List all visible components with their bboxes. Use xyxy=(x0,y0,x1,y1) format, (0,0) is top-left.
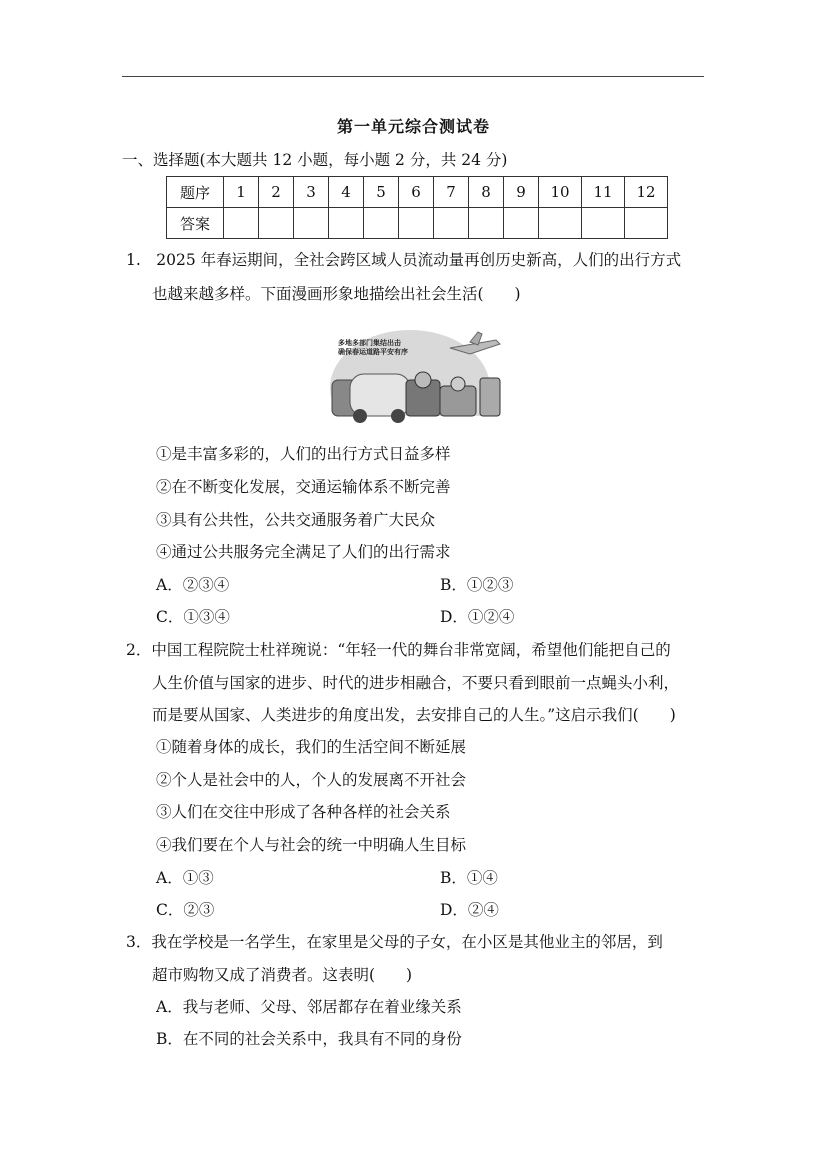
table-header-cell: 题序 xyxy=(167,177,224,208)
answer-cell[interactable] xyxy=(469,208,504,239)
table-cell: 2 xyxy=(259,177,294,208)
option-b[interactable]: B．①②③ xyxy=(440,576,514,594)
table-cell: 11 xyxy=(582,177,625,208)
table-cell: 12 xyxy=(625,177,668,208)
statement: ④通过公共服务完全满足了人们的出行需求 xyxy=(156,543,451,561)
option-a[interactable]: A．我与老师、父母、邻居都存在着业缘关系 xyxy=(156,998,462,1016)
answer-cell[interactable] xyxy=(364,208,399,239)
answer-table xyxy=(166,176,668,239)
statement: ④我们要在个人与社会的统一中明确人生目标 xyxy=(156,836,467,854)
option-b[interactable]: B．①④ xyxy=(440,869,498,887)
table-row xyxy=(167,177,668,208)
answer-cell[interactable] xyxy=(504,208,539,239)
cartoon-caption: 多地多部门集结出击 确保春运道路平安有序 xyxy=(338,338,408,356)
option-c[interactable]: C．①③④ xyxy=(156,608,230,626)
option-a[interactable]: A．①③ xyxy=(156,869,214,887)
table-cell: 6 xyxy=(399,177,434,208)
table-row xyxy=(167,208,668,239)
question-stem: 2．中国工程院院士杜祥琬说：“年轻一代的舞台非常宽阔，希望他们能把自己的 xyxy=(126,641,671,659)
answer-cell[interactable] xyxy=(434,208,469,239)
answer-cell[interactable] xyxy=(539,208,582,239)
option-d[interactable]: D．②④ xyxy=(440,901,499,919)
question-stem: 超市购物又成了消费者。这表明( ) xyxy=(152,966,413,984)
table-cell: 10 xyxy=(539,177,582,208)
option-d[interactable]: D．①②④ xyxy=(440,608,515,626)
answer-cell[interactable] xyxy=(399,208,434,239)
statement: ①是丰富多彩的，人们的出行方式日益多样 xyxy=(156,445,451,463)
table-header-cell: 答案 xyxy=(167,208,224,239)
option-c[interactable]: C．②③ xyxy=(156,901,215,919)
answer-cell[interactable] xyxy=(224,208,259,239)
table-cell: 8 xyxy=(469,177,504,208)
table-cell: 9 xyxy=(504,177,539,208)
question-stem: 而是要从国家、人类进步的角度出发，去安排自己的人生。”这启示我们( ) xyxy=(152,706,676,724)
question-stem: 1. 2025 年春运期间，全社会跨区域人员流动量再创历史新高，人们的出行方式 xyxy=(126,251,682,269)
answer-cell[interactable] xyxy=(294,208,329,239)
cartoon-image xyxy=(320,318,506,428)
question-stem: 3．我在学校是一名学生，在家里是父母的子女，在小区是其他业主的邻居，到 xyxy=(126,933,663,951)
option-b[interactable]: B．在不同的社会关系中，我具有不同的身份 xyxy=(156,1030,462,1048)
statement: ②个人是社会中的人，个人的发展离不开社会 xyxy=(156,771,467,789)
table-cell: 5 xyxy=(364,177,399,208)
statement: ①随着身体的成长，我们的生活空间不断延展 xyxy=(156,738,467,756)
table-cell: 3 xyxy=(294,177,329,208)
answer-cell[interactable] xyxy=(259,208,294,239)
answer-cell[interactable] xyxy=(329,208,364,239)
table-cell: 1 xyxy=(224,177,259,208)
statement: ②在不断变化发展，交通运输体系不断完善 xyxy=(156,478,451,496)
table-cell: 7 xyxy=(434,177,469,208)
table-cell: 4 xyxy=(329,177,364,208)
question-stem: 也越来越多样。下面漫画形象地描绘出社会生活( ) xyxy=(152,285,521,303)
answer-cell[interactable] xyxy=(582,208,625,239)
header-rule xyxy=(122,76,704,77)
page-title: 第一单元综合测试卷 xyxy=(336,117,490,136)
section-heading: 一、选择题(本大题共 12 小题，每小题 2 分，共 24 分) xyxy=(122,151,508,169)
answer-cell[interactable] xyxy=(625,208,668,239)
statement: ③人们在交往中形成了各种各样的社会关系 xyxy=(156,803,451,821)
option-a[interactable]: A．②③④ xyxy=(156,576,230,594)
question-stem: 人生价值与国家的进步、时代的进步相融合，不要只看到眼前一点蝇头小利， xyxy=(152,674,680,692)
statement: ③具有公共性，公共交通服务着广大民众 xyxy=(156,511,436,529)
